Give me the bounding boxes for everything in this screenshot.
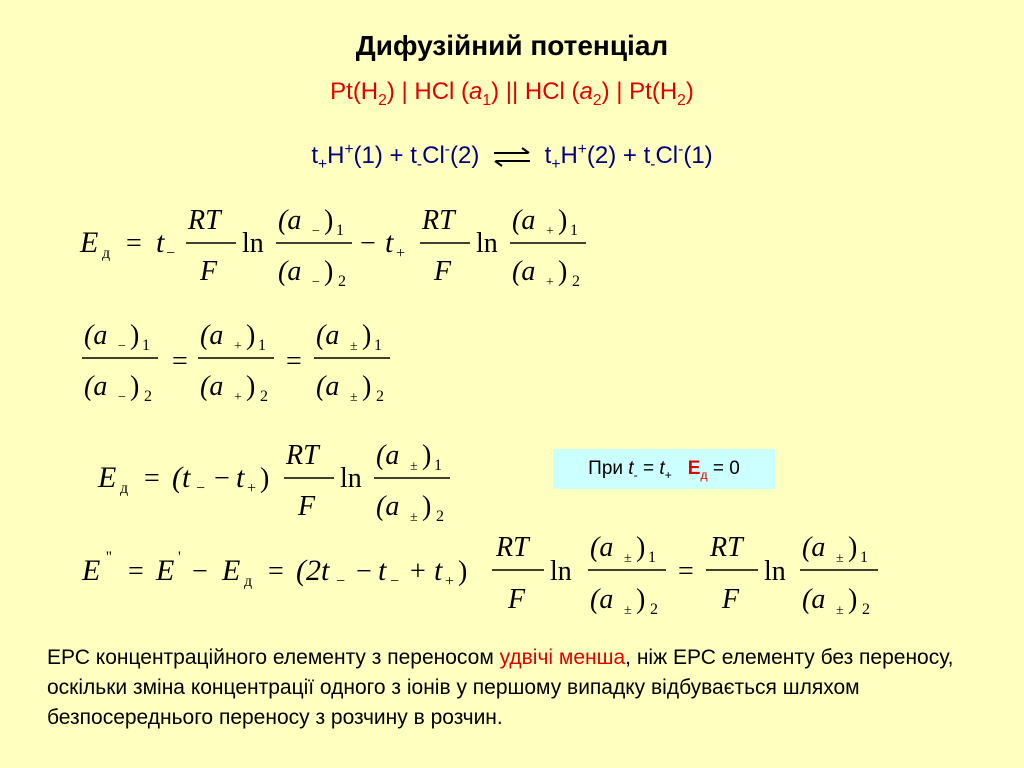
eq-paren: ) <box>260 463 270 494</box>
equation-diffusion-potential <box>60 195 620 295</box>
note-text: = 0 <box>707 458 740 479</box>
note-sub: + <box>664 467 672 482</box>
eq-equals: = <box>126 228 142 259</box>
eq-denominator: (a <box>278 256 302 287</box>
eq-numerator: (a <box>590 532 614 563</box>
eq-symbol: E <box>156 554 175 587</box>
eq-paren: ) <box>848 584 858 615</box>
eq-subscript: д <box>102 245 111 262</box>
eq-ln: ln <box>764 556 786 587</box>
eq-numerator: (a <box>512 205 536 236</box>
eq-subscript: + <box>546 275 554 290</box>
cell-text-5: ) <box>685 78 694 105</box>
reaction-ion: H <box>327 142 345 169</box>
eq-symbol: E <box>80 226 99 259</box>
reaction-ion: H <box>560 142 578 169</box>
eq-paren: ) <box>362 371 372 402</box>
eq-subscript: + <box>546 224 554 239</box>
reaction-t: t <box>544 142 552 169</box>
eq-denominator: (a <box>316 371 340 402</box>
note-symbol: t <box>659 458 665 479</box>
eq-paren: ) <box>636 584 646 615</box>
cell-text-2: ) | HCl ( <box>386 78 470 105</box>
eq-paren: ) <box>324 205 334 236</box>
eq-numerator: (a <box>278 205 302 236</box>
eq-subscript: ± <box>836 603 844 618</box>
reaction-sub: + <box>551 155 561 173</box>
reaction-text: (2) + t <box>586 142 651 169</box>
eq-subscript: − <box>312 275 320 290</box>
eq-equals: = <box>268 556 284 587</box>
reaction-charge: + <box>344 141 354 158</box>
eq-paren: (t <box>172 461 191 494</box>
eq-symbol: t <box>385 226 394 259</box>
equation-diffusion-potential-simplified <box>90 430 470 530</box>
eq-denominator: (a <box>590 584 614 615</box>
conclusion-text <box>47 643 1007 733</box>
eq-ln: ln <box>476 228 498 259</box>
eq-subscript: ± <box>624 603 632 618</box>
eq-symbol: t <box>434 554 443 587</box>
eq-symbol: E <box>222 554 241 587</box>
eq-subscript: 1 <box>336 222 344 239</box>
reaction-text: (1) + t <box>353 142 417 169</box>
eq-numerator: RT <box>188 205 221 236</box>
eq-subscript: 1 <box>258 337 266 354</box>
eq-symbol: t <box>236 461 245 494</box>
eq-subscript: + <box>445 573 455 590</box>
eq-paren: ) <box>636 532 646 563</box>
note-sub: - <box>633 467 638 482</box>
eq-ln: ln <box>242 228 264 259</box>
eq-numerator: RT <box>710 532 743 563</box>
eq-paren: ) <box>362 320 372 351</box>
eq-subscript: 2 <box>144 388 152 405</box>
eq-plus: + <box>410 556 426 587</box>
reaction-right <box>544 141 713 173</box>
cell-text-1: Pt(H <box>330 78 379 105</box>
eq-numerator: (a <box>376 440 400 471</box>
eq-symbol: E <box>98 461 117 494</box>
note-symbol: t <box>628 458 634 479</box>
cell-text-3: ) || HCl ( <box>491 78 580 105</box>
eq-ln: ln <box>340 463 362 494</box>
eq-subscript: − <box>336 573 346 590</box>
conclusion-part: , ніж ЕРС елементу без переносу, оскільки зміна концентрації одного з іонів у першому випадку відбувається шляхом безпосереднього переносу з розчину в розчин. <box>47 646 954 729</box>
eq-superscript: '' <box>106 549 112 566</box>
eq-numerator: (a <box>802 532 826 563</box>
eq-paren: ) <box>246 371 256 402</box>
reaction-ion: Cl <box>655 142 679 169</box>
eq-subscript: 2 <box>376 388 384 405</box>
equation-emf-with-transfer <box>72 520 902 625</box>
page-title: Дифузійний потенціал <box>355 30 669 61</box>
eq-subscript: ± <box>350 390 358 405</box>
eq-minus: − <box>214 463 230 494</box>
eq-subscript: ± <box>410 459 418 474</box>
eq-superscript: ' <box>178 549 181 566</box>
eq-denominator: (a <box>200 371 224 402</box>
eq-subscript: 2 <box>436 508 444 525</box>
eq-subscript: 1 <box>374 337 382 354</box>
eq-paren: ) <box>324 256 334 287</box>
reaction-text: (1) <box>683 142 713 169</box>
reaction-charge: - <box>678 141 684 158</box>
eq-subscript: + <box>234 390 242 405</box>
cell-sub-h2-1: 2 <box>378 91 387 109</box>
eq-subscript: + <box>247 480 257 497</box>
eq-subscript: − <box>390 573 400 590</box>
eq-paren: ) <box>558 205 568 236</box>
eq-minus: − <box>356 556 372 587</box>
eq-paren: (2t <box>296 554 330 587</box>
eq-subscript: − <box>196 480 206 497</box>
note-box <box>553 449 775 489</box>
transfer-reaction <box>0 141 1024 173</box>
eq-minus: − <box>360 228 376 259</box>
reaction-ion: Cl <box>422 142 445 169</box>
note-text: При <box>588 458 629 479</box>
conclusion-part: ЕРС концентраційного елементу з переносом <box>47 646 500 669</box>
eq-subscript: 1 <box>142 337 150 354</box>
eq-paren: ) <box>558 256 568 287</box>
reaction-left <box>311 141 480 173</box>
eq-subscript: ± <box>624 551 632 566</box>
reaction-sub: - <box>416 155 423 173</box>
reaction-t: t <box>311 142 318 169</box>
eq-subscript: ± <box>836 551 844 566</box>
eq-equals: = <box>286 346 302 377</box>
eq-subscript: 1 <box>648 549 656 566</box>
eq-denominator: F <box>298 491 316 522</box>
eq-ln: ln <box>550 556 572 587</box>
eq-subscript: − <box>166 245 176 262</box>
note-text: = <box>637 458 660 479</box>
cell-sub-h2-2: 2 <box>677 91 686 109</box>
eq-symbol: t <box>156 226 165 259</box>
eq-equals: = <box>678 556 694 587</box>
eq-paren: ) <box>130 320 140 351</box>
eq-subscript: ± <box>350 339 358 354</box>
eq-numerator: RT <box>496 532 529 563</box>
eq-subscript: 2 <box>650 601 658 618</box>
cell-text-4: ) | Pt(H <box>601 78 678 105</box>
eq-numerator: (a <box>200 320 224 351</box>
cell-scheme <box>0 78 1024 109</box>
eq-equals: = <box>128 556 144 587</box>
eq-paren: ) <box>422 440 432 471</box>
eq-subscript: 2 <box>572 273 580 290</box>
eq-subscript: + <box>396 245 406 262</box>
note-sub: д <box>700 467 708 482</box>
eq-denominator: F <box>434 256 452 287</box>
eq-numerator: (a <box>84 320 108 351</box>
equation-activity-ratio <box>80 310 410 410</box>
eq-numerator: RT <box>286 440 319 471</box>
eq-subscript: − <box>118 339 126 354</box>
eq-denominator: (a <box>512 256 536 287</box>
eq-numerator: RT <box>422 205 455 236</box>
eq-denominator: (a <box>84 371 108 402</box>
eq-paren: ) <box>246 320 256 351</box>
eq-subscript: − <box>118 390 126 405</box>
eq-paren: ) <box>130 371 140 402</box>
eq-symbol: t <box>378 554 387 587</box>
eq-denominator: F <box>200 256 218 287</box>
cell-index-2: 2 <box>592 91 602 109</box>
eq-subscript: д <box>120 480 129 497</box>
reaction-sub: - <box>650 155 656 173</box>
reaction-sub: + <box>317 155 328 173</box>
note-E-symbol: E <box>687 458 701 479</box>
eq-denominator: F <box>508 584 526 615</box>
eq-paren: ) <box>422 491 432 522</box>
reaction-charge: - <box>444 141 450 158</box>
eq-equals: = <box>144 463 160 494</box>
eq-subscript: 1 <box>860 549 868 566</box>
eq-subscript: д <box>244 573 253 590</box>
eq-subscript: 1 <box>570 222 578 239</box>
eq-equals: = <box>172 346 188 377</box>
cell-index-1: 1 <box>482 91 492 109</box>
eq-denominator: (a <box>376 491 400 522</box>
eq-subscript: ± <box>410 510 418 525</box>
eq-minus: − <box>192 556 208 587</box>
reaction-text: (2) <box>449 142 480 169</box>
eq-denominator: F <box>722 584 740 615</box>
reaction-charge: + <box>577 141 587 158</box>
cell-activity-2: a <box>579 78 593 105</box>
eq-subscript: 2 <box>338 273 346 290</box>
eq-subscript: 2 <box>862 601 870 618</box>
eq-symbol: E <box>82 554 101 587</box>
eq-numerator: (a <box>316 320 340 351</box>
equilibrium-arrows-icon <box>492 146 532 168</box>
conclusion-highlight: удвічі менша <box>499 646 626 669</box>
eq-subscript: 1 <box>434 457 442 474</box>
eq-subscript: 2 <box>260 388 268 405</box>
cell-activity-1: a <box>469 78 483 105</box>
eq-denominator: (a <box>802 584 826 615</box>
eq-subscript: + <box>234 339 242 354</box>
eq-subscript: − <box>312 224 320 239</box>
eq-paren: ) <box>458 556 468 587</box>
eq-paren: ) <box>848 532 858 563</box>
